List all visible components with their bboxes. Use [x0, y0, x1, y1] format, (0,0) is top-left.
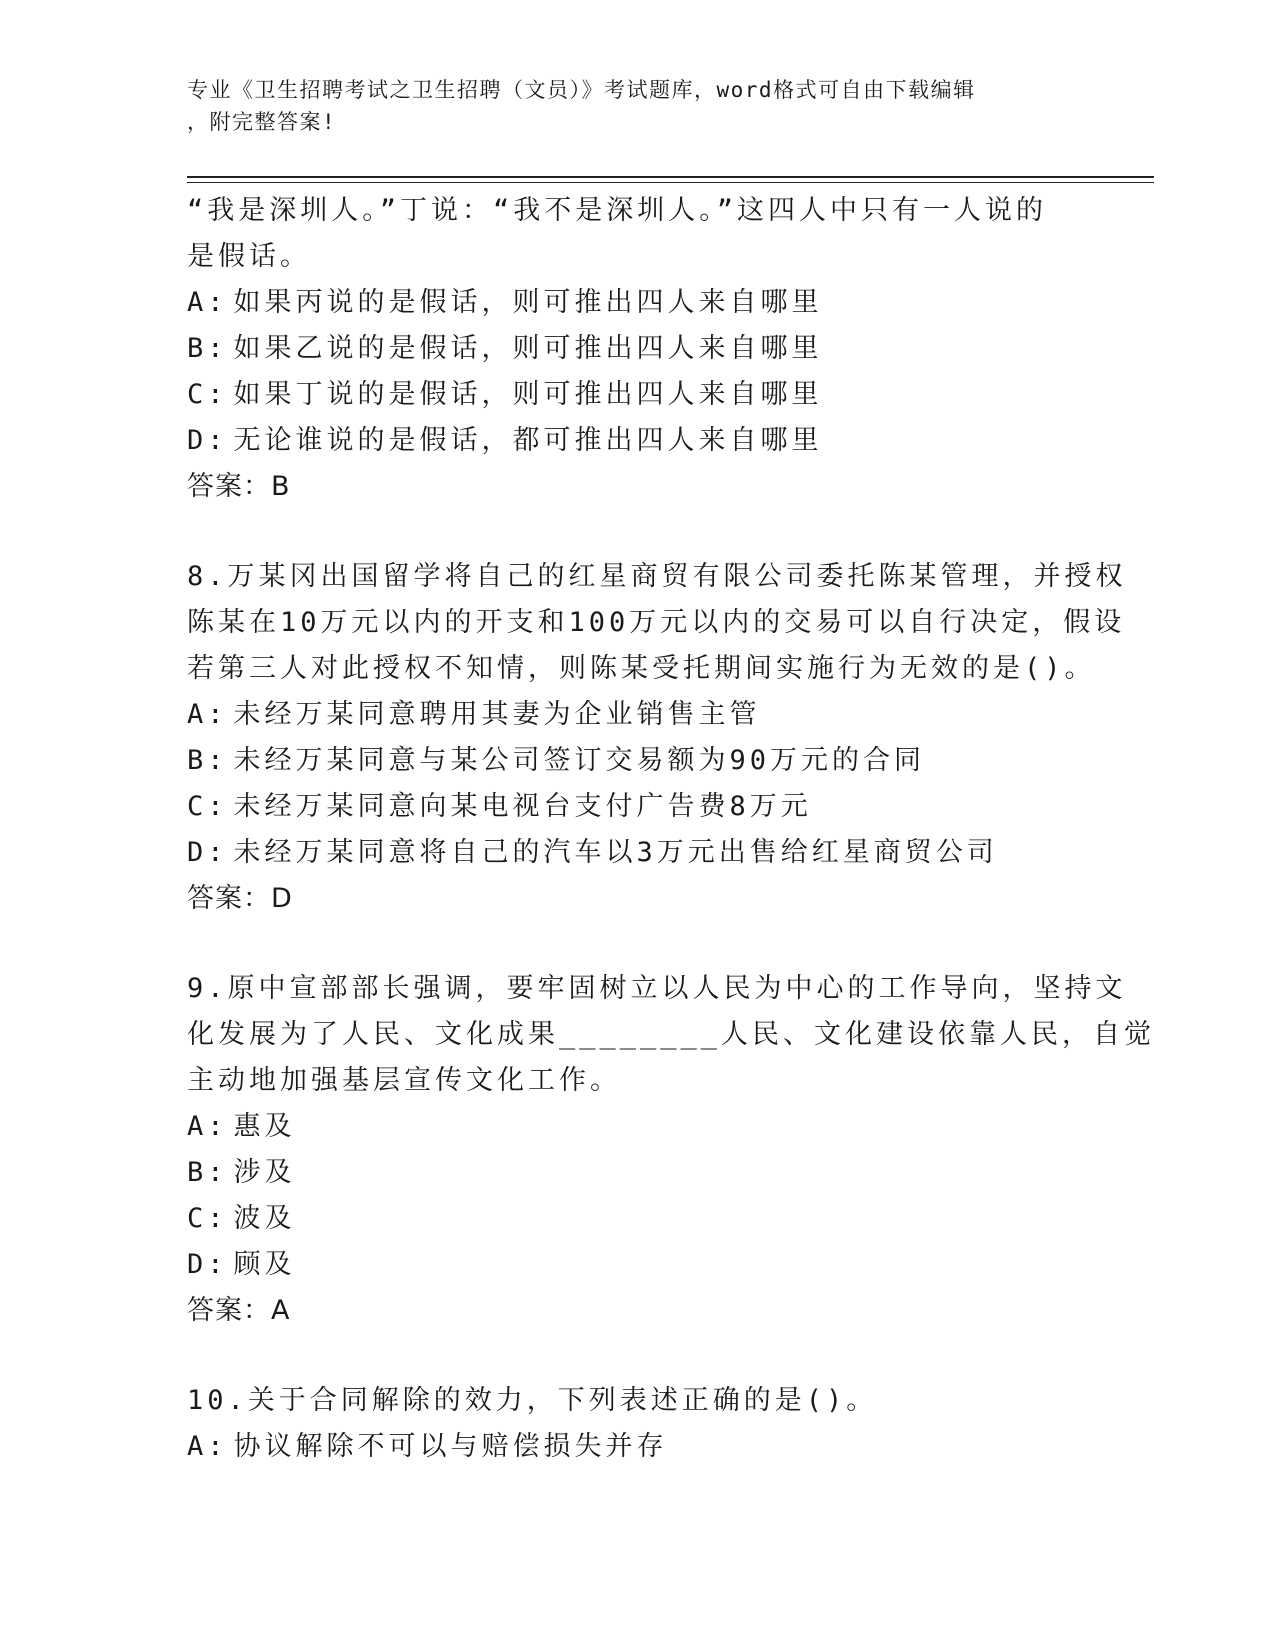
option-a	[187, 280, 1087, 326]
option-a	[187, 692, 1087, 738]
answer-line: 答案：D	[187, 883, 293, 914]
option-text: 涉及	[233, 1157, 296, 1188]
question-stem-line: 化发展为了人民、文化成果________人民、文化建设依靠人民，自觉	[187, 1019, 1156, 1050]
option-prefix: C:	[187, 379, 228, 410]
option-d	[187, 830, 1087, 876]
question-list	[187, 188, 1156, 1470]
question-7	[187, 188, 1087, 510]
document-header	[187, 74, 1067, 138]
answer-line: 答案：B	[187, 471, 291, 502]
question-stem-line: “我是深圳人。”丁说：“我不是深圳人。”这四人中只有一人说的	[187, 195, 1048, 226]
option-text: 如果丁说的是假话，则可推出四人来自哪里	[233, 379, 823, 410]
option-d	[187, 1242, 1087, 1288]
question-stem-line: 是假话。	[187, 241, 311, 272]
option-text: 未经万某同意聘用其妻为企业销售主管	[233, 699, 761, 730]
question-spacer	[187, 510, 1087, 554]
option-text: 未经万某同意与某公司签订交易额为90万元的合同	[233, 745, 926, 776]
question-stem-line: 若第三人对此授权不知情，则陈某受托期间实施行为无效的是()。	[187, 653, 1096, 684]
header-divider-thick	[187, 176, 1154, 178]
option-prefix: A:	[187, 287, 228, 318]
question-10	[187, 1378, 1087, 1470]
option-b	[187, 326, 1087, 372]
option-b	[187, 738, 1087, 784]
option-text: 未经万某同意将自己的汽车以3万元出售给红星商贸公司	[233, 837, 998, 868]
question-stem-line: 主动地加强基层宣传文化工作。	[187, 1065, 621, 1096]
option-text: 协议解除不可以与赔偿损失并存	[233, 1431, 668, 1462]
option-text: 波及	[233, 1203, 296, 1234]
option-text: 未经万某同意向某电视台支付广告费8万元	[233, 791, 812, 822]
option-prefix: B:	[187, 333, 228, 364]
option-prefix: B:	[187, 1157, 228, 1188]
header-line-2: ，附完整答案!	[187, 110, 337, 134]
option-prefix: D:	[187, 837, 228, 868]
option-prefix: B:	[187, 745, 228, 776]
question-spacer	[187, 922, 1087, 966]
option-text: 惠及	[233, 1111, 296, 1142]
option-prefix: D:	[187, 1249, 228, 1280]
question-stem-line: 9.原中宣部部长强调，要牢固树立以人民为中心的工作导向，坚持文	[187, 973, 1127, 1004]
option-text: 顾及	[233, 1249, 296, 1280]
option-prefix: A:	[187, 1111, 228, 1142]
option-prefix: A:	[187, 699, 228, 730]
question-stem-line: 10.关于合同解除的效力，下列表述正确的是()。	[187, 1385, 878, 1416]
question-9	[187, 966, 1156, 1334]
option-b	[187, 1150, 1087, 1196]
option-a	[187, 1104, 1087, 1150]
option-c	[187, 1196, 1087, 1242]
question-8	[187, 554, 1127, 922]
option-text: 无论谁说的是假话，都可推出四人来自哪里	[233, 425, 823, 456]
option-text: 如果乙说的是假话，则可推出四人来自哪里	[233, 333, 823, 364]
question-stem-line: 8.万某冈出国留学将自己的红星商贸有限公司委托陈某管理，并授权	[187, 561, 1127, 592]
option-text: 如果丙说的是假话，则可推出四人来自哪里	[233, 287, 823, 318]
option-c	[187, 784, 1087, 830]
answer-line: 答案：A	[187, 1295, 291, 1326]
option-prefix: A:	[187, 1431, 228, 1462]
option-a	[187, 1424, 1087, 1470]
option-prefix: C:	[187, 791, 228, 822]
option-prefix: D:	[187, 425, 228, 456]
header-line-1: 专业《卫生招聘考试之卫生招聘（文员）》考试题库，word格式可自由下载编辑	[187, 78, 976, 102]
header-divider-thin	[187, 182, 1154, 183]
option-prefix: C:	[187, 1203, 228, 1234]
option-c	[187, 372, 1087, 418]
option-d	[187, 418, 1087, 464]
question-stem-line: 陈某在10万元以内的开支和100万元以内的交易可以自行决定，假设	[187, 607, 1126, 638]
question-spacer	[187, 1334, 1087, 1378]
